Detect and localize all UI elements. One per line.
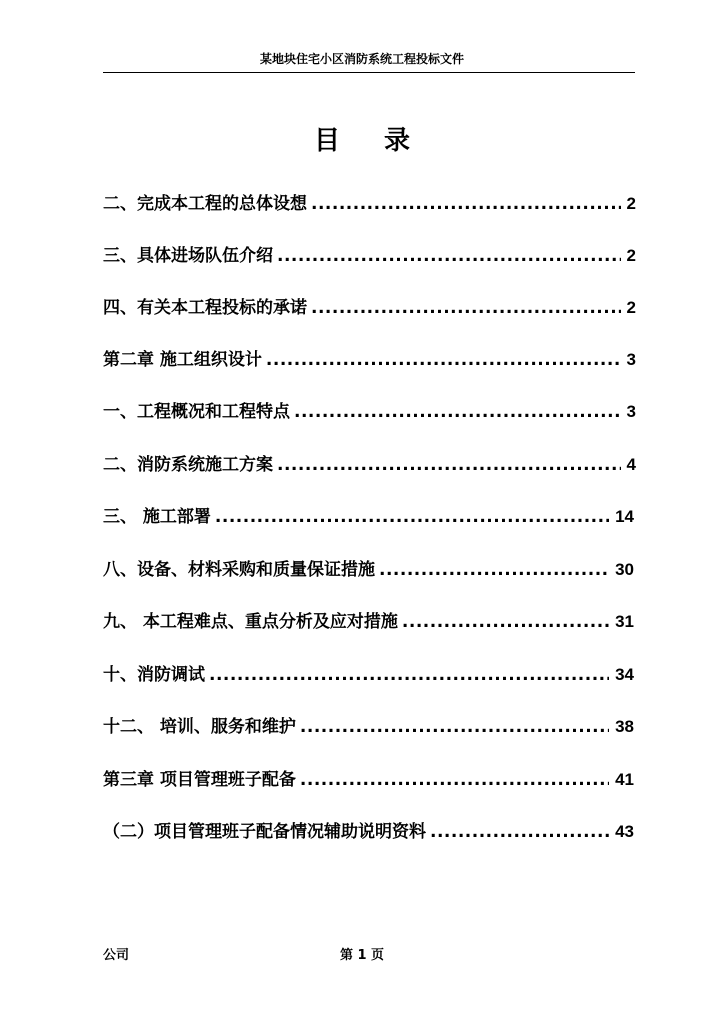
toc-entry-label: 九、 本工程难点、重点分析及应对措施 (103, 612, 398, 632)
footer-company: 公司 (103, 948, 130, 963)
toc-entry-label: 三、 施工部署 (103, 507, 211, 527)
toc-entry-page: 2 (626, 298, 636, 317)
toc-entry-label: 八、设备、材料采购和质量保证措施 (103, 560, 375, 580)
toc-entry-page: 30 (615, 560, 634, 579)
toc-entry-label: 十二、 培训、服务和维护 (103, 717, 296, 737)
toc-leader-dots (379, 556, 609, 584)
toc-entry-label: 四、有关本工程投标的承诺 (103, 298, 307, 318)
toc-entry[interactable] (103, 818, 634, 846)
toc-leader-dots (294, 398, 621, 426)
toc-entry[interactable] (103, 346, 636, 374)
toc-entry[interactable] (103, 503, 634, 531)
toc-entry-label: 三、具体进场队伍介绍 (103, 246, 273, 266)
toc-leader-dots (209, 661, 609, 689)
toc-leader-dots (311, 294, 621, 322)
toc-entry-label: 十、消防调试 (103, 665, 205, 685)
toc-leader-dots (266, 346, 621, 374)
toc-entry-page: 38 (615, 717, 634, 736)
toc-leader-dots (300, 766, 609, 794)
toc-entry-page: 43 (615, 822, 634, 841)
toc-entry[interactable] (103, 242, 636, 270)
header-divider (103, 72, 635, 73)
document-header: 某地块住宅小区消防系统工程投标文件 (259, 52, 464, 66)
toc-entry-label: （二）项目管理班子配备情况辅助说明资料 (103, 822, 426, 842)
toc-entry-label: 一、工程概况和工程特点 (103, 402, 290, 422)
toc-leader-dots (402, 608, 609, 636)
toc-entry[interactable] (103, 608, 634, 636)
toc-entry-page: 3 (626, 402, 636, 421)
toc-entry[interactable] (103, 398, 636, 426)
toc-entry[interactable] (103, 190, 636, 218)
toc-entry-label: 二、完成本工程的总体设想 (103, 194, 307, 214)
toc-entry-page: 34 (615, 665, 634, 684)
toc-entry-label: 第二章 施工组织设计 (103, 350, 262, 370)
toc-leader-dots (311, 190, 621, 218)
toc-entry-page: 14 (615, 507, 634, 526)
toc-entry-page: 3 (626, 350, 636, 369)
toc-entry-page: 41 (615, 770, 634, 789)
toc-leader-dots (430, 818, 609, 846)
toc-entry[interactable] (103, 661, 634, 689)
toc-leader-dots (277, 451, 621, 479)
toc-title: 目录 (313, 126, 454, 156)
toc-leader-dots (277, 242, 621, 270)
toc-entry-page: 2 (626, 194, 636, 213)
toc-entry[interactable] (103, 556, 634, 584)
toc-entry-label: 二、消防系统施工方案 (103, 455, 273, 475)
toc-leader-dots (300, 713, 609, 741)
toc-entry-label: 第三章 项目管理班子配备 (103, 770, 296, 790)
toc-entry[interactable] (103, 451, 636, 479)
toc-entry-page: 4 (626, 455, 636, 474)
toc-entry[interactable] (103, 294, 636, 322)
toc-entry-page: 2 (626, 246, 636, 265)
toc-entry[interactable] (103, 713, 634, 741)
toc-entry[interactable] (103, 766, 634, 794)
toc-leader-dots (215, 503, 609, 531)
footer-page-number: 第 1 页 (339, 948, 385, 963)
toc-entry-page: 31 (615, 612, 634, 631)
